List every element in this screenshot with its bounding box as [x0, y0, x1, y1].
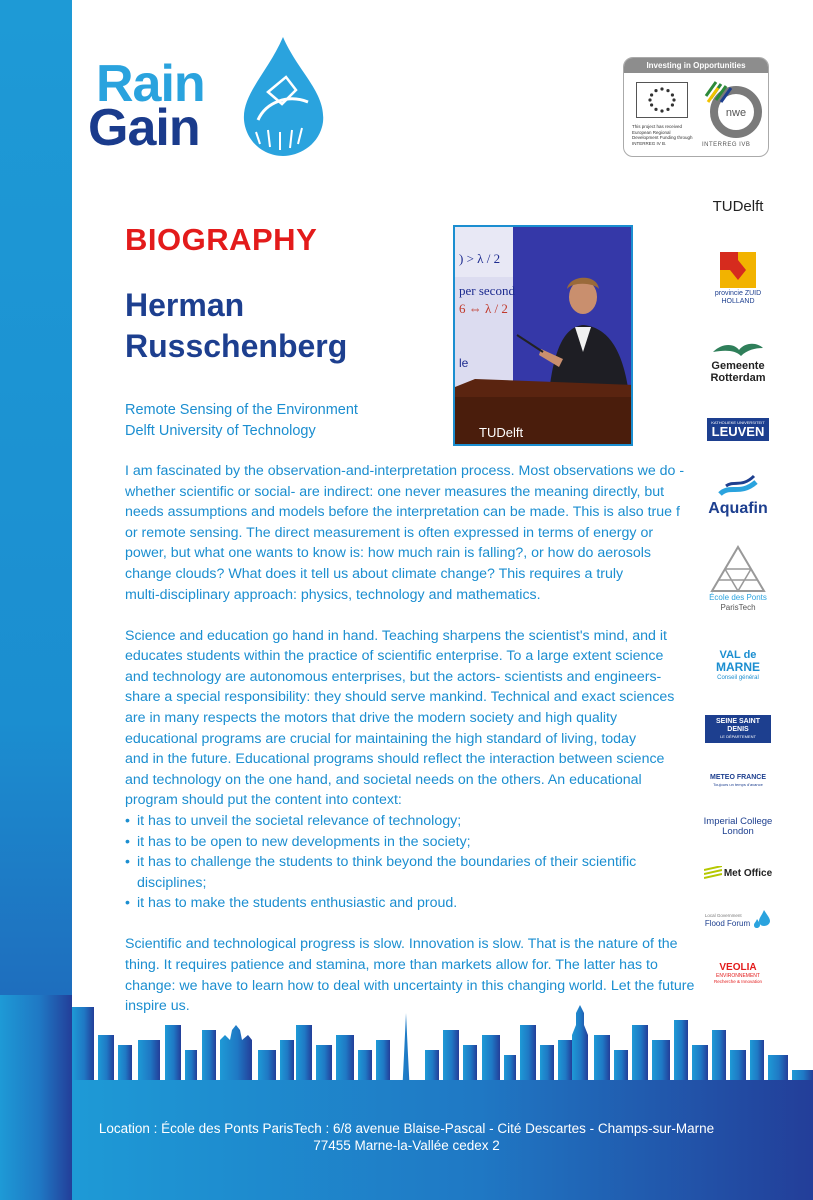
podium-tudelft-label: TUDelft [479, 425, 524, 440]
met-office-stripes-icon [704, 866, 722, 880]
p2-line: and in the future. Educational programs should reflect the interaction between science [125, 751, 665, 768]
p2-line: educates students within the practice of scientific enterprise. To a large extent science [125, 648, 664, 665]
person-last-name: Russchenberg [125, 328, 348, 364]
p1-line: whether scientific or social- are indirect: one never measures the meaning directly, but [125, 483, 665, 500]
sponsor-met-office [700, 866, 776, 880]
person-name [125, 285, 347, 367]
aquafin-label: Aquafin [708, 500, 768, 517]
sponsor-zuid-holland [700, 250, 776, 306]
p1-line: I am fascinated by the observation-and-interpretation process. Most observations we do - [125, 463, 685, 479]
p2-line: and technology are autonomous enterprises, but the actors- scientists and engineers- [125, 668, 662, 685]
flood-drops-icon [753, 910, 771, 930]
p2-line: program should put the content into context: [125, 792, 402, 809]
p1-line: needs assumptions and models before the interpretation can be made. This is also true f [125, 504, 680, 521]
paragraph-2 [125, 626, 700, 914]
met-office-row [700, 866, 776, 880]
sponsor-rotterdam [700, 340, 776, 384]
val-line-2: MARNE [716, 660, 760, 674]
p1-line: multi-disciplinary approach: physics, technology and mathematics. [125, 586, 541, 603]
eu-flag-icon [636, 82, 688, 118]
veolia-line-1: VEOLIA [719, 962, 757, 973]
rotterdam-line-2: Rotterdam [710, 372, 766, 384]
bullet-item: • it has to make the students enthusiastic and proud. [125, 893, 700, 914]
bullet-item: • it has to unveil the societal relevance of technology; [125, 811, 700, 832]
sponsor-imperial [700, 817, 776, 837]
sponsor-meteo-france [700, 774, 776, 787]
p2-line: share a special responsibility: they should serve mankind. Technical and exact sciences [125, 689, 675, 706]
slide-text-3: 6 ⇔ λ / 2 [459, 301, 508, 316]
leuven-box [707, 418, 769, 441]
ssd-line-1: SEINE SAINT DENIS [716, 718, 760, 733]
flood-forum-row [700, 910, 776, 930]
slide-text-1: ) > λ / 2 [459, 251, 501, 266]
sponsor-seine-saint-denis [700, 715, 776, 743]
imperial-line-2: London [722, 826, 754, 837]
zuid-holland-label [700, 290, 776, 306]
p3-line: thing. It requires patience and stamina, more than markets allow for. The latter has to [125, 957, 658, 974]
affiliation-university: Delft University of Technology [125, 422, 316, 439]
footer-location [0, 1120, 813, 1154]
ponts-line-2: ParisTech [720, 603, 756, 612]
val-line-1: VAL de [719, 649, 757, 661]
sponsor-leuven [700, 418, 776, 441]
p3-line: inspire us. [125, 998, 190, 1015]
leuven-name: LEUVEN [711, 424, 765, 439]
affiliation [125, 400, 358, 441]
p2-line: Science and education go hand in hand. Teaching sharpens the scientist's mind, and it [125, 627, 667, 644]
slide-text-4: le [459, 356, 469, 370]
p3-line: Scientific and technological progress is slow. Innovation is slow. That is the nature of the [125, 936, 678, 953]
zuid-holland-crest-icon [718, 250, 758, 290]
rotterdam-line-1: Gemeente [711, 360, 765, 372]
p1-line: power, but what one wants to know is: how much rain is falling?, or how do aerosols [125, 545, 652, 562]
tudelft-logo-text: TUDelft [712, 198, 764, 215]
val-line-3: Conseil général [717, 675, 759, 681]
affiliation-dept: Remote Sensing of the Environment [125, 402, 358, 418]
paragraph-1 [125, 461, 700, 605]
meteo-line-1: METEO FRANCE [710, 774, 766, 781]
sponsor-ecole-des-ponts [700, 545, 776, 613]
veolia-line-3: Recherche & Innovation [713, 979, 763, 984]
flood-line-1: Local Government [704, 912, 742, 918]
p2-line: are in many respects the motors that drive the modern society and high quality [125, 710, 618, 727]
p1-line: or remote sensing. The direct measurement is often expressed in terms of energy or [125, 524, 654, 541]
imperial-line-1: Imperial College [703, 816, 773, 827]
zh-line-1: provincie [714, 290, 743, 297]
sponsor-tudelft [700, 198, 776, 216]
water-drop-icon [238, 32, 328, 157]
eu-funding-note: This project has received European Regional Development Funding through INTERREG IV B. [632, 124, 693, 146]
meteo-line-2: Toujours un temps d'avance [713, 782, 763, 787]
leuven-top: KATHOLIEKE UNIVERSITEIT [711, 420, 765, 425]
education-bullets [125, 811, 700, 914]
met-office-label: Met Office [723, 867, 773, 879]
bullet-text-cont: disciplines; [137, 874, 207, 891]
nwe-text: nwe [725, 107, 747, 119]
nwe-logo-icon [702, 78, 766, 140]
ponts-triangle-icon [710, 545, 766, 593]
footer-line-1: Location : École des Ponts ParisTech : 6/8 avenue Blaise-Pascal - Cité Descartes - Champs-sur-Marne [98, 1121, 715, 1136]
ssd-box [705, 715, 771, 743]
aquafin-wave-icon [716, 474, 760, 500]
footer-line-2: 77455 Marne-la-Vallée cedex 2 [313, 1138, 500, 1153]
portrait-photo [453, 225, 633, 446]
rotterdam-label [700, 360, 776, 384]
flood-forum-text [705, 913, 750, 928]
biography-heading: BIOGRAPHY [125, 222, 318, 257]
sponsor-aquafin [700, 474, 776, 518]
eu-badge-header: Investing in Opportunities [624, 58, 768, 73]
rotterdam-bird-icon [711, 340, 765, 360]
zh-line-2: ZUID HOLLAND [721, 290, 762, 305]
city-skyline-graphic [0, 995, 813, 1200]
interreg-label: INTERREG IVB [702, 142, 751, 148]
person-first-name: Herman [125, 287, 245, 323]
raingain-logo [88, 30, 328, 160]
slide-text-2: per second [459, 283, 515, 298]
bullet-item [125, 852, 700, 893]
ssd-line-2: LE DÉPARTEMENT [720, 734, 756, 739]
logo-gain-text: Gain [88, 99, 200, 157]
bullet-item: • it has to be open to new developments in the society; [125, 832, 700, 853]
p2-line: educational programs are crucial for maintaining the high standard of living, today [125, 730, 637, 747]
p2-line: and technology on the one hand, and societal needs on the others. An educational [125, 771, 642, 788]
flood-line-2: Flood Forum [704, 918, 751, 928]
sponsor-veolia [700, 962, 776, 985]
veolia-line-2: ENVIRONNEMENT [716, 973, 760, 979]
sponsor-flood-forum [700, 910, 776, 930]
bullet-text: it has to challenge the students to think beyond the boundaries of their scientific [137, 854, 637, 871]
p1-line: change clouds? What does it tell us about climate change? This requires a truly [125, 565, 624, 582]
eu-interreg-badge [623, 57, 769, 157]
biography-body [125, 461, 700, 1037]
ponts-line-1: École des Ponts [709, 593, 767, 602]
p3-line: change: we have to learn how to deal with uncertainty in this changing world. Let the future [125, 977, 695, 994]
sponsor-val-de-marne [700, 650, 776, 682]
logo-rain-text: Rain [96, 55, 205, 113]
